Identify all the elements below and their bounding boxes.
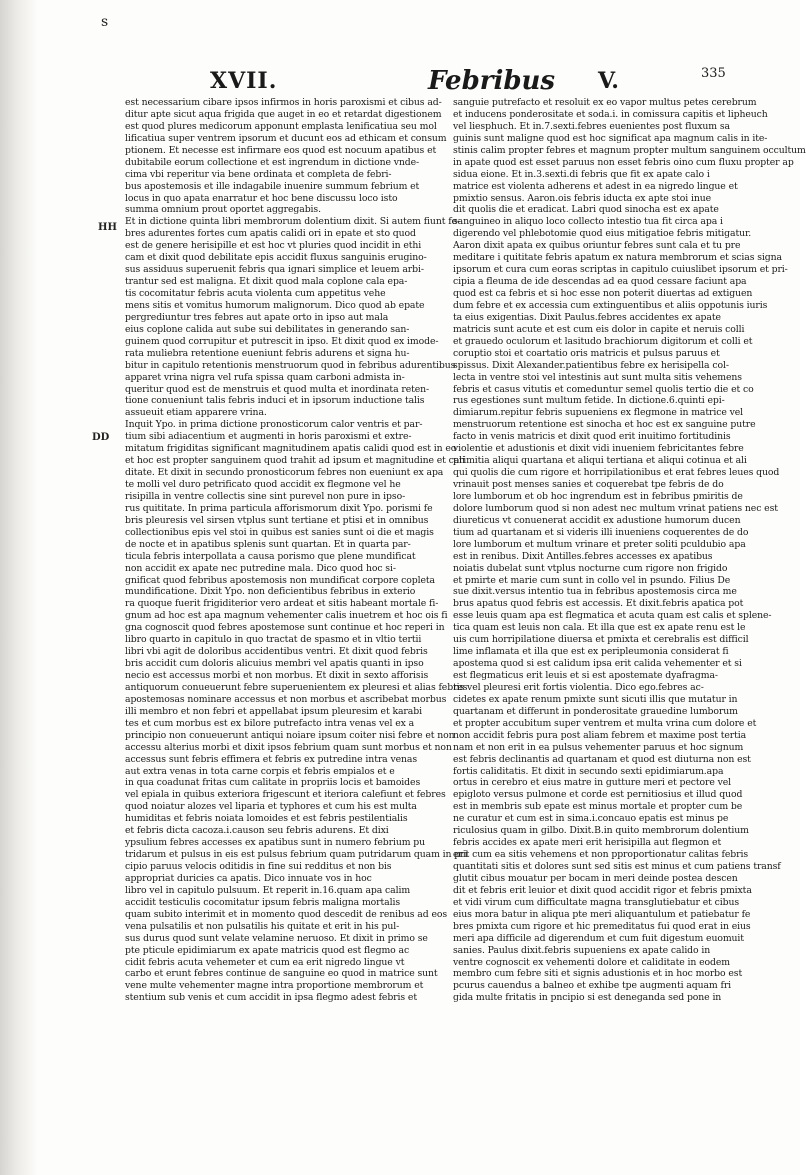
corner-mark: s: [101, 14, 109, 30]
text-line: sanguie putrefacto et resoluit ex eo vapor multus petes cerebrum: [453, 97, 757, 108]
text-line: ortus in cerebro et eius matre in gutture meri et pectore vel: [453, 777, 732, 789]
text-line: carbo et erunt febres continue de sanguine eo quod in matrice sunt: [125, 968, 438, 980]
text-line: libro vel in capitulo pulsuum. Et reperit in.16.quam apa calim: [125, 884, 411, 896]
text-line: cidit febris acuta vehemeter et cum ea erit nigredo lingue vt: [125, 956, 405, 968]
text-line: est necessarium cibare ipsos infirmos in horis paroxismi et cibus ad-: [125, 97, 442, 108]
text-line: febris et casus vitutis et comeduntur semel quolis tertio die et co: [453, 383, 754, 395]
text-line: collectionibus epis vel stoi in quibus est sanies sunt oi die et magis: [125, 526, 434, 538]
text-line: cipia a fleuma de ide descendas ad ea quod cessare faciunt apa: [453, 276, 747, 288]
text-line: guinis sunt maligne quod est hoc significat apa magnum calis in ite-: [453, 132, 768, 144]
text-line: matricis sunt acute et est cum eis dolor in capite et neruis colli: [453, 323, 745, 335]
text-line: vel liesphuch. Et in.7.sexti.febres euenientes post fluxum sa: [453, 120, 730, 132]
text-line: glutit cibus mouatur per bocam in meri deinde postea descen: [453, 872, 738, 884]
text-line: est in membris sub epate est minus mortale et propter cum be: [453, 801, 743, 813]
text-line: cam et dixit quod debilitate epis accidit fluxus sanguinis erugino-: [125, 252, 427, 264]
text-line: rata muliebra retentione eueniunt febris adurens et signa hu-: [125, 347, 410, 359]
running-head-right: Febribus: [428, 66, 556, 96]
text-line: riculosius quam in gilbo. Dixit.B.in quito membrorum dolentium: [453, 825, 749, 837]
text-line: ditur apte sicut aqua frigida que auget in eo et retardat digestionem: [125, 108, 442, 120]
text-line: trantur sed est maligna. Et dixit quod mala coplone cala epa-: [125, 276, 408, 288]
text-line: qui quolis die cum rigore et horripilationibus et erat febres leues quod: [453, 467, 780, 479]
text-line: cima vbi reperitur via bene ordinata et completa de febri-: [125, 168, 392, 180]
text-line: quod noiatur alozes vel liparia et typhores et cum his est multa: [125, 801, 417, 813]
text-line: pmixtio sensus. Aaron.ois febris iducta ex apte stoi inue: [453, 192, 712, 204]
running-head-left: XVII.: [210, 68, 278, 94]
text-line: gnificat quod febribus apostemosis non mundificat corpore copleta: [125, 574, 435, 586]
text-line: risipilla in ventre collectis sine sint purevel non pure in ipso-: [125, 490, 406, 502]
text-line: bris pleuresis vel sirsen vtplus sunt tertiane et ptisi et in omnibus: [125, 514, 429, 526]
text-line: febris accides ex apate meri erit herisipilla aut flegmon et: [453, 837, 722, 849]
text-line: ne curatur et cum est in sima.i.concauo epatis est minus pe: [453, 813, 729, 825]
text-line: in qua coadunat fritas cum calitate in propriis locis et bamoides: [125, 777, 421, 789]
text-line: gna cognoscit quod febres apostemose sunt continue et hoc reperi in: [125, 622, 445, 634]
text-line: diureticus vt conuenerat accidit ex adustione humorum ducen: [453, 514, 741, 526]
text-line: pte pticule epidimiarum ex apate matricis quod est flegmo ac: [125, 944, 410, 956]
text-line: non accidit ex apate nec putredine mala. Dico quod hoc si-: [125, 562, 396, 574]
text-line: menstruorum retentione est sinocha et hoc est ex sanguine putre: [453, 419, 756, 431]
text-line: libro quarto in capitulo in quo tractat de spasmo et in vltio tertii: [125, 634, 422, 646]
margin-mark-hh: HH: [98, 222, 117, 233]
text-line: ra quoque fuerit frigiditerior vero ardeat et sitis habeant mortale fi-: [125, 598, 439, 610]
text-line: et hoc est propter sanguinem quod trahit ad ipsum et magnitudine et cali: [125, 455, 465, 467]
text-line: bris accidit cum doloris alicuius membri vel apatis quanti in ipso: [125, 658, 424, 670]
text-line: necio est accessus morbi et non morbus. Et dixit in sexto afforisis: [125, 670, 429, 681]
margin-mark-dd: DD: [92, 432, 110, 443]
text-line: primitia aliqui quartana et aliqui tertiana et aliqui cotinua et ali: [453, 455, 747, 467]
text-line: pcurus cauendus a balneo et exhibe tpe augmenti aquam fri: [453, 980, 732, 992]
running-head-roman: V.: [598, 68, 619, 94]
text-line: quam subito interimit et in momento quod descedit de renibus ad eos: [125, 908, 448, 920]
text-line: humiditas et febris noiata lomoides et est febris pestilentialis: [125, 813, 408, 825]
text-line: ptionem. Et necesse est infirmare eos quod est nocuum apatibus et: [125, 144, 437, 156]
text-line: eius coplone calida aut sube sui debilitates in generando san-: [125, 323, 410, 335]
right-text-column: [453, 97, 806, 1004]
text-line: accidit testiculis cocomitatur ipsum febris maligna mortalis: [125, 896, 401, 908]
text-line: locus in quo apata enarratur et hoc bene discussu loco isto: [125, 192, 398, 204]
text-line: est flegmaticus erit leuis et si est apostemate dyafragma-: [453, 670, 718, 681]
text-line: mundificatione. Dixit Ypo. non deficientibus febribus in exterio: [125, 586, 416, 598]
text-line: esse leuis quam apa est flegmatica et acuta quam est calis et splene-: [453, 610, 772, 622]
text-line: dolore lumborum quod si non adest nec multum vrinat patiens nec est: [453, 502, 778, 514]
text-line: apostemosas nominare accessus et non morbus et ascribebat morbus: [125, 693, 447, 705]
text-line: membro cum febre siti et signis adustionis et in hoc morbo est: [453, 968, 743, 980]
text-line: tica quam est leuis non cala. Et illa que est ex apate renu est le: [453, 622, 746, 634]
text-line: sanguineo in aliquo loco collecto intestio tua fit circa apa i: [453, 216, 723, 228]
text-line: pergrediuntur tres febres aut apate orto in ipso aut mala: [125, 311, 389, 323]
text-line: et vidi virum cum difficultate magna transglutiebatur et cibus: [453, 896, 740, 908]
text-line: fortis caliditatis. Et dixit in secundo sexti epidimiarum.apa: [453, 765, 724, 777]
text-line: antiquorum conueuerunt febre superuenientem ex pleuresi et alias febres: [125, 681, 468, 693]
text-line: et grauedo oculorum et lasitudo brachiorum digitorum et colli et: [453, 335, 753, 347]
text-line: gnum ad hoc est apa magnum vehementer calis inuetrem et hoc ois fi: [125, 610, 448, 622]
text-line: vrinauit post menses sanies et coquerebat tpe febris de do: [453, 479, 724, 490]
text-line: tes et cum morbus est ex bilore putrefacto intra venas vel ex a: [125, 717, 415, 729]
text-line: nam et non erit in ea pulsus vehementer paruus et hoc signum: [453, 741, 744, 753]
text-line: mitatum frigiditas significant magnitudinem apatis calidi quod est in eo: [125, 443, 457, 455]
text-line: facto in venis matricis et dixit quod erit inuitimo fortitudinis: [453, 431, 731, 443]
text-line: quod est ca febris et si hoc esse non poterit diuertas ad extiguen: [453, 288, 753, 299]
text-line: sidua eione. Et in.3.sexti.di febris que fit ex apate calo i: [453, 168, 710, 180]
text-line: ventre cognoscit ex vehementi dolore et caliditate in eodem: [453, 956, 730, 968]
text-line: principio non conueuerunt antiqui noiare ipsum coiter nisi febre et non: [125, 729, 455, 741]
text-line: est de genere herisipille et est hoc vt pluries quod incidit in ethi: [125, 240, 422, 252]
text-line: dimiarum.repitur febris supueniens ex flegmone in matrice vel: [453, 407, 744, 419]
text-line: vena pulsatilis et non pulsatilis his quitate et erit in his pul-: [125, 920, 400, 932]
text-line: est in renibus. Dixit Antilles.febres accesses ex apatibus: [453, 550, 713, 562]
text-line: spissus. Dixit Alexander.patientibus febre ex herisipella col-: [453, 359, 729, 371]
text-line: noiatis dubelat sunt vtplus nocturne cum rigore non frigido: [453, 562, 728, 574]
text-line: libri vbi agit de doloribus accidentibus ventri. Et dixit quod febris: [125, 646, 428, 658]
text-line: ticula febris interpollata a causa porismo que plene mundificat: [125, 550, 416, 562]
text-line: tis vel pleuresi erit fortis violentia. Dico ego.febres ac-: [453, 681, 704, 693]
text-line: lore lumborum et multum vrinare et preter soliti pculdubio apa: [453, 538, 746, 550]
text-line: matrice est violenta adherens et adest in ea nigredo lingue et: [453, 180, 738, 192]
text-line: vel epiala in quibus exteriora frigescunt et iteriora calefiunt et febres: [125, 789, 446, 801]
text-line: sus durus quod sunt velate velamine neruoso. Et dixit in primo se: [125, 932, 428, 944]
text-line: mens sitis et vomitus humorum malignorum. Dico quod ab epate: [125, 299, 425, 311]
text-line: dum febre et ex accessia cum extinguentibus et aliis oppotunis iuris: [453, 299, 768, 311]
text-line: et pmirte et marie cum sunt in collo vel in psundo. Filius De: [453, 574, 731, 586]
text-line: sus assiduus superuenit febris qua ignari simplice et leuem arbi-: [125, 264, 424, 276]
text-line: tridarum et pulsus in eis est pulsus febrium quam putridarum quam in pri: [125, 849, 468, 861]
text-line: lificatiua super ventrem ipsorum et ducunt eos ad ethicam et consum: [125, 132, 447, 144]
text-line: dit quolis die et eradicat. Labri quod sinocha est ex apate: [453, 204, 719, 216]
text-line: stinis calim propter febres et magnum propter multum sanguinem occultum: [453, 144, 806, 156]
text-line: uis cum horripilatione diuersa et pmixta et cerebralis est difficil: [453, 634, 749, 646]
text-line: lecta in ventre stoi vel intestinis aut sunt multa sitis vehemens: [453, 371, 742, 383]
left-text-column: [125, 97, 468, 1004]
text-line: apparet vrina nigra vel rufa spissa quam carboni admista in-: [125, 371, 405, 383]
text-line: non accidit febris pura post aliam febrem et maxime post tertia: [453, 729, 747, 741]
text-line: accessus sunt febris effimera et febris ex putredine intra venas: [125, 753, 418, 765]
text-line: erit cum ea sitis vehemens et non pproportionatur calitas febris: [453, 849, 749, 861]
text-line: ditate. Et dixit in secundo pronosticorum febres non eueniunt ex apa: [125, 467, 444, 479]
text-line: stentium sub venis et cum accidit in ipsa flegmo adest febris et: [125, 992, 417, 1004]
text-line: et propter accubitum super ventrem et multa vrina cum dolore et: [453, 717, 757, 729]
text-line: tis cocomitatur febris acuta violenta cum appetitus vehe: [125, 288, 386, 299]
text-line: sue dixit.versus intentio tua in febribus apostemosis circa me: [453, 586, 737, 598]
text-line: coruptio stoi et coartatio oris matricis et pulsus paruus et: [453, 347, 720, 359]
text-line: digerendo vel phlebotomie quod eius mitigatioe febris mitigatur.: [453, 228, 752, 240]
text-line: gida multe fritatis in pncipio si est deneganda sed pone in: [453, 992, 722, 1004]
text-line: violentie et adustionis et dixit vidi inueniem febricitantes febre: [453, 443, 744, 455]
text-line: meri apa difficile ad digerendum et cum fuit digestum euomuit: [453, 932, 744, 944]
text-line: est febris declinantis ad quartanam et quod est diuturna non est: [453, 753, 751, 765]
text-line: summa omnium prout oportet aggregabis.: [125, 204, 321, 216]
text-line: bres adurentes fortes cum apatis calidi ori in epate et sto quod: [125, 228, 416, 240]
text-line: quartanam et differunt in ponderositate grauedine lumborum: [453, 705, 738, 717]
text-line: te molli vel duro petrificato quod accidit ex flegmone vel he: [125, 479, 401, 490]
text-line: vene multe vehementer magne intra proportione membrorum et: [125, 980, 424, 992]
text-line: tium ad quartanam et si videris illi inueniens coquerentes de do: [453, 526, 749, 538]
text-line: bitur in capitulo retentionis menstruorum quod in febribus adurentibus: [125, 359, 456, 371]
text-line: assueuit etiam apparere vrina.: [125, 407, 267, 419]
text-line: dit et febris erit leuior et dixit quod accidit rigor et febris pmixta: [453, 884, 752, 896]
text-line: quantitati sitis et dolores sunt sed sitis est minus et cum patiens transf: [453, 861, 781, 872]
text-line: dubitabile eorum collectione et est ingrendum in dictione vnde-: [125, 156, 420, 168]
text-line: accessu alterius morbi et dixit ipsos febrium quam sunt morbus et non: [125, 741, 452, 753]
text-line: Aaron dixit apata ex quibus oriuntur febres sunt cala et tu pre: [453, 240, 741, 252]
text-line: ta eius exigentias. Dixit Paulus.febres accidentes ex apate: [453, 311, 721, 323]
text-line: appropriat duricies ca apatis. Dico innuate vos in hoc: [125, 872, 372, 884]
text-line: tium sibi adiacentium et augmenti in horis paroxismi et extre-: [125, 431, 412, 443]
text-line: tione conueniunt talis febris induci et in ipsorum inductione talis: [125, 395, 425, 407]
text-line: lime inflamata et illa que est ex peripleumonia considerat fi: [453, 646, 729, 658]
folio-number: 335: [701, 66, 726, 81]
text-line: cipio paruus velocis oditidis in fine sui redditus et non bis: [125, 861, 392, 872]
text-line: sanies. Paulus dixit.febris supueniens ex apate calido in: [453, 944, 711, 956]
text-line: et inducens ponderositate et soda.i. in comissura capitis et lipheuch: [453, 108, 768, 120]
text-line: eius mora batur in aliqua pte meri aliquantulum et patiebatur fe: [453, 908, 751, 920]
text-line: epigloto versus pulmone et corde est pernitiosius et illud quod: [453, 789, 743, 801]
text-line: est quod plures medicorum apponunt emplasta lenificatiua seu mol: [125, 120, 437, 132]
text-line: et febris dicta cacoza.i.causon seu febris adurens. Et dixi: [125, 825, 389, 837]
text-line: rus quititate. In prima particula afforismorum dixit Ypo. porismi fe: [125, 502, 433, 514]
text-line: ypsulium febres accesses ex apatibus sunt in numero febrium pu: [125, 837, 426, 849]
text-line: cidetes ex apate renum pmixte sunt sicuti illis que mutatur in: [453, 693, 738, 705]
text-line: ipsorum et cura cum eoras scriptas in capitulo cuiuslibet ipsorum et pri-: [453, 264, 788, 276]
text-line: meditare i quititate febris apatum ex natura membrorum et scias signa: [453, 252, 782, 264]
text-line: brus apatus quod febris est accessis. Et dixit.febris apatica pot: [453, 598, 744, 610]
text-line: queritur quod est de menstruis et quod multa et inordinata reten-: [125, 383, 430, 395]
text-line: Et in dictione quinta libri membrorum dolentium dixit. Si autem fiunt fe-: [125, 216, 460, 228]
text-line: bres pmixta cum rigore et hic premeditatus fui quod erat in eius: [453, 920, 751, 932]
text-line: guinem quod corrupitur et putrescit in ipso. Et dixit quod ex imode-: [125, 335, 439, 347]
text-line: de nocte et in apatibus splenis sunt quartan. Et in quarta par-: [125, 538, 411, 550]
text-line: aut extra venas in tota carne corpis et febris empialos et e: [125, 765, 395, 777]
text-line: in apate quod est esset paruus non esset febris oino cum fluxu propter ap: [453, 156, 794, 168]
text-line: apostema quod si est calidum ipsa erit calida vehementer et si: [453, 658, 742, 670]
text-line: illi membro et non febri et appellabat ipsum pleuresim et karabi: [125, 705, 422, 717]
text-line: Inquit Ypo. in prima dictione pronosticorum calor ventris et par-: [125, 419, 423, 431]
text-line: lore lumborum et ob hoc ingrendum est in febribus pmiritis de: [453, 490, 743, 502]
text-line: rus egestiones sunt multum fetide. In dictione.6.quinti epi-: [453, 395, 725, 407]
page-binding-edge: [0, 0, 38, 1175]
text-line: bus apostemosis et ille indagabile inuenire summum febrium et: [125, 180, 420, 192]
